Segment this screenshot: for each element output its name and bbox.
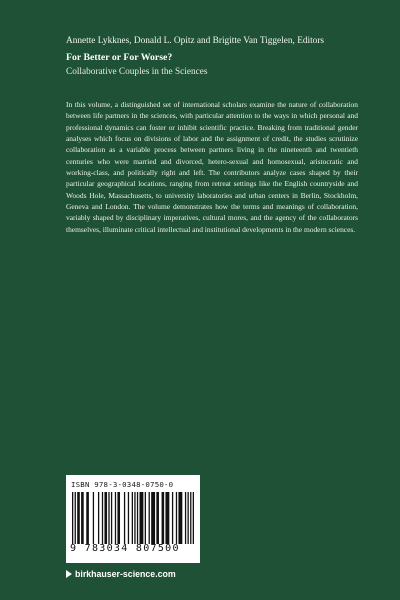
isbn-label: ISBN 978-3-0348-0750-0 (71, 480, 174, 489)
barcode-bar (137, 492, 138, 544)
barcode-bar (86, 492, 89, 544)
publisher-website[interactable] (66, 569, 176, 579)
barcode-bar (162, 492, 165, 544)
book-description: In this volume, a distinguished set of international scholars examine the nature of collaboration between life partners in the sciences, with particular attention to the ways in which personal and professional dynamics can foster or inhibit scientific practice. Breaking from traditional gender analyses which focus on divisions of labor and the assignment of credit, the studies scrutinize collaboration as a variable process between partners living in the nineteenth and twentieth centuries who were married and divorced, hetero-sexual and homosexual, aristocratic and working-class, and politically right and left. The contributors analyze cases shaped by their particular geographical locations, ranging from retreat settings like the English countryside and Woods Hole, Massachusetts, to university laboratories and urban centers in Berlin, Stockholm, Geneva and London. The volume demonstrates how the terms and meanings of collaboration, variably shaped by disciplinary imperatives, cultural mores, and the agency of the collaborators themselves, illuminate critical intellectual and institutional developments in the modern sciences. (66, 100, 358, 234)
barcode-bar (93, 492, 94, 544)
barcode-bar (134, 492, 135, 544)
barcode-bars (72, 492, 194, 544)
barcode-bar (77, 492, 80, 544)
barcode-bar (102, 492, 103, 544)
book-title: For Better or For Worse? (66, 52, 173, 63)
barcode-bar (115, 492, 116, 544)
barcode-bar (149, 492, 150, 544)
barcode-digits: 9 783034 807500 (70, 543, 180, 554)
book-subtitle: Collaborative Couples in the Sciences (66, 67, 208, 77)
barcode-bar (81, 492, 84, 544)
barcode-bar (145, 492, 146, 544)
publisher-website-label: birkhauser-science.com (75, 569, 176, 579)
barcode-bar (193, 492, 194, 544)
barcode-bar (139, 492, 143, 544)
barcode-bar (172, 492, 173, 544)
barcode-bar (151, 492, 155, 544)
barcode-bar (176, 492, 177, 544)
barcode-bar (178, 492, 182, 544)
right-triangle-arrow-icon (66, 570, 72, 578)
barcode-bar (108, 492, 109, 544)
barcode-bar (156, 492, 159, 544)
barcode-bar (185, 492, 186, 544)
barcode-bar (165, 492, 169, 544)
barcode-bar (188, 492, 189, 544)
barcode-bar (72, 492, 73, 544)
barcode-bar (117, 492, 120, 544)
barcode-bar (75, 492, 76, 544)
barcode-bar (124, 492, 125, 544)
isbn-barcode (66, 475, 200, 563)
editors-line: Annette Lykknes, Donald L. Opitz and Brigitte Van Tiggelen, Editors (66, 36, 325, 46)
barcode-bar (98, 492, 99, 544)
barcode-bar (190, 492, 191, 544)
barcode-bar (132, 492, 133, 544)
barcode-bar (104, 492, 107, 544)
barcode-bar (111, 492, 112, 544)
barcode-bar (128, 492, 129, 544)
